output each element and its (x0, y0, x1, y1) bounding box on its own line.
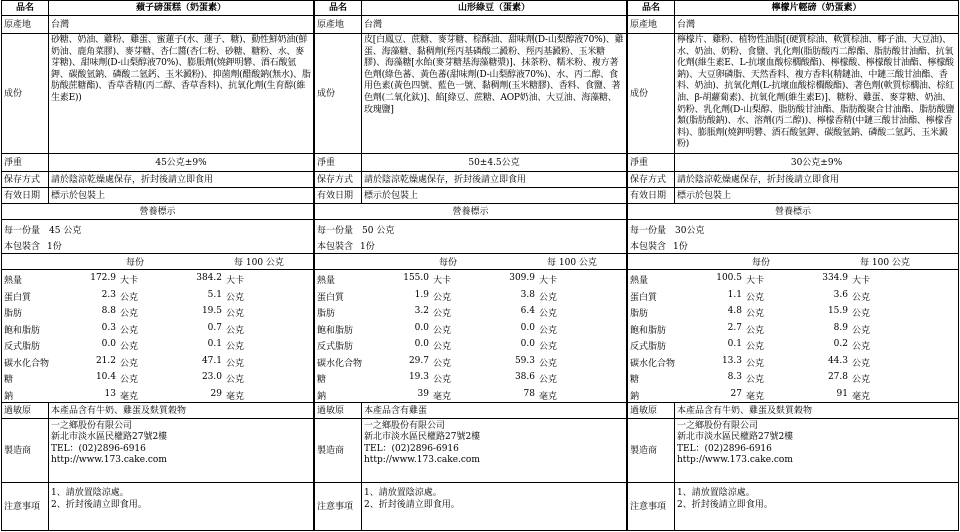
per-serving-header: 每份 (752, 258, 771, 268)
maker-address: 新北市淡水區民權路27號2樓 (364, 432, 481, 443)
serving-size-value: 50 公克 (362, 226, 395, 236)
per-serving-unit: 公克 (120, 325, 139, 336)
per-serving-unit: 毫克 (433, 391, 452, 402)
name-label: 品名 (2, 1, 49, 15)
nutrition-title: 營養標示 (452, 206, 489, 217)
maker-row (314, 419, 627, 483)
per-serving-unit: 公克 (746, 309, 765, 319)
ingredients-label: 成份 (628, 34, 675, 153)
nutrient-name: 脂肪 (317, 309, 336, 319)
per-100g-value: 0.1 (207, 339, 222, 349)
per-100g-header: 每 100 公克 (860, 258, 910, 268)
ingredients-label: 成份 (2, 34, 49, 153)
nutrition-title: 營養標示 (139, 206, 176, 217)
ingredients-row (314, 34, 627, 154)
nutrient-name: 糖 (4, 375, 14, 385)
product-label-panel (627, 0, 959, 531)
per-100g-header: 每 100 公克 (547, 258, 597, 268)
origin-label: 原產地 (628, 16, 675, 33)
per-serving-unit: 大卡 (433, 276, 452, 286)
nutrition-table (627, 220, 959, 403)
name-row (1, 0, 314, 16)
nutrient-row (2, 321, 313, 337)
per-serving-unit: 公克 (746, 342, 765, 352)
net-weight-row (314, 154, 627, 172)
nutrient-name: 反式脂肪 (630, 342, 667, 352)
per-100g-unit: 毫克 (226, 391, 245, 402)
per-serving-value: 0.1 (727, 339, 742, 349)
ingredients-label: 成份 (315, 34, 362, 153)
per-100g-unit: 公克 (539, 292, 558, 303)
origin-value: 台灣 (677, 19, 696, 30)
nutrient-name: 鈉 (630, 391, 640, 402)
ingredients-row (627, 34, 959, 154)
per-100g-unit: 公克 (852, 309, 871, 319)
origin-label: 原產地 (315, 16, 362, 33)
maker-website: http://www.173.cake.com (364, 455, 480, 466)
storage-label: 保存方式 (628, 172, 675, 187)
storage-value: 請於陰涼乾燥處保存，折封後請立即食用 (677, 174, 840, 185)
per-100g-value: 3.6 (833, 289, 848, 300)
storage-label: 保存方式 (315, 172, 362, 187)
product-name: 蘋子磅蛋糕（奶蛋素） (135, 3, 226, 13)
per-serving-value: 29.7 (408, 355, 429, 366)
per-100g-unit: 毫克 (539, 391, 558, 402)
origin-row (1, 16, 314, 34)
nutrient-row (315, 321, 626, 337)
note-item: 1、請放置陰涼處。 (364, 488, 442, 498)
allergen-row (627, 403, 959, 419)
nutrition-header-line (2, 253, 313, 269)
note-item: 2、折封後請立即食用。 (51, 499, 147, 510)
net-weight-row (1, 154, 314, 172)
product-name: 山形綠豆（蛋素） (457, 3, 530, 13)
nutrient-row (628, 387, 958, 403)
maker-name: 一之鄉股份有限公司 (677, 421, 759, 431)
net-weight-label: 淨重 (2, 154, 49, 171)
serving-size-value: 30公克 (675, 226, 705, 236)
per-serving-value: 13 (104, 388, 116, 399)
allergen-row (314, 403, 627, 419)
nutrient-row (2, 304, 313, 320)
origin-value: 台灣 (364, 19, 383, 30)
per-serving-value: 0.0 (414, 322, 429, 333)
expiry-row (314, 188, 627, 204)
per-serving-value: 8.3 (727, 372, 742, 382)
per-100g-value: 309.9 (509, 273, 535, 283)
notes-list (677, 488, 773, 511)
per-serving-value: 8.8 (101, 306, 116, 316)
nutrient-row (628, 337, 958, 353)
servings-value: 1份 (360, 242, 375, 252)
per-100g-unit: 公克 (539, 325, 558, 336)
serving-size-value: 45 公克 (49, 226, 82, 236)
per-100g-value: 5.1 (207, 289, 222, 300)
nutrient-name: 糖 (317, 375, 327, 385)
allergen-label: 過敏原 (2, 403, 49, 418)
net-weight-value: 30公克±9% (790, 157, 843, 168)
per-serving-value: 0.3 (101, 322, 116, 333)
per-serving-value: 19.3 (408, 372, 429, 382)
per-100g-value: 78 (523, 388, 535, 399)
notes-row (627, 483, 959, 531)
per-serving-unit: 大卡 (746, 276, 765, 286)
storage-value: 請於陰涼乾燥處保存，折封後請立即食用 (51, 174, 214, 185)
notes-row (314, 483, 627, 531)
per-100g-value: 29 (210, 388, 222, 399)
nutrient-name: 脂肪 (4, 309, 23, 319)
per-100g-unit: 公克 (226, 375, 245, 385)
servings-value: 1份 (673, 242, 688, 252)
nutrient-row (628, 354, 958, 370)
maker-label: 製造商 (2, 419, 49, 482)
expiry-value: 標示於包裝上 (364, 190, 419, 201)
note-item: 1、請放置陰涼處。 (51, 488, 129, 498)
nutrient-row (628, 321, 958, 337)
nutrient-row (628, 271, 958, 287)
per-100g-unit: 公克 (852, 342, 871, 352)
serving-size-label: 每一份量 (630, 226, 667, 236)
nutrient-row (2, 370, 313, 386)
maker-name: 一之鄉股份有限公司 (51, 421, 133, 431)
per-100g-unit: 公克 (226, 342, 245, 352)
nutrition-title-row (1, 204, 314, 220)
per-serving-unit: 公克 (120, 358, 139, 369)
per-serving-unit: 公克 (120, 375, 139, 385)
per-100g-unit: 大卡 (226, 276, 245, 286)
allergen-value: 本產品含有雞蛋 (364, 405, 428, 416)
net-weight-value: 45公克±9% (155, 157, 207, 168)
per-serving-value: 2.7 (727, 322, 742, 333)
maker-name: 一之鄉股份有限公司 (364, 421, 446, 431)
per-100g-value: 59.3 (514, 355, 535, 366)
storage-row (627, 172, 959, 188)
servings-line (2, 237, 313, 253)
nutrient-name: 反式脂肪 (4, 342, 41, 352)
note-item: 2、折封後請立即食用。 (364, 499, 460, 510)
name-label: 品名 (628, 1, 675, 15)
nutrient-row (628, 304, 958, 320)
per-serving-value: 172.9 (90, 273, 116, 283)
nutrient-name: 熱量 (4, 276, 23, 286)
product-label-panel (1, 0, 314, 531)
servings-line (628, 237, 958, 253)
notes-label: 注意事項 (628, 483, 675, 530)
maker-info (677, 421, 793, 467)
nutrient-name: 糖 (630, 375, 640, 385)
per-100g-unit: 公克 (852, 292, 871, 303)
per-100g-unit: 公克 (539, 342, 558, 352)
maker-row (1, 419, 314, 483)
per-100g-value: 0.0 (520, 339, 535, 349)
nutrient-name: 蛋白質 (4, 292, 32, 303)
maker-website: http://www.173.cake.com (51, 455, 167, 466)
per-100g-unit: 公克 (539, 375, 558, 385)
note-item: 1、請放置陰涼處。 (677, 488, 755, 498)
origin-row (314, 16, 627, 34)
maker-info (364, 421, 480, 467)
per-100g-unit: 公克 (226, 358, 245, 369)
per-100g-unit: 公克 (539, 309, 558, 319)
ingredients-value: 皮[白鳳豆、蔗糖、麥芽糖、棕酥油、甜味劑(D-山梨醇液70%)、雞蛋、海藻糖、黏稠劑(羥丙基磷酸二澱粉、羥丙基澱粉、玉米糖膠)、海藻糖[水飴(麥芽糖基海藻糖漿)]、抹茶粉、糯米粉、複方著色劑(綠色蕃、黃色蕃(甜味劑(D-山梨醇液70%)、水、丙二醇、食用色素(黃色四號、藍色一號、黏稠劑(玉米糖膠)、香料、食鹽、著色劑(二氧化鈦)]、餡[綠豆、蔗糖、AOP奶油、大豆油、海藻糖、玫瑰鹽] (364, 35, 624, 115)
per-100g-unit: 大卡 (539, 276, 558, 286)
notes-label: 注意事項 (2, 483, 49, 530)
nutrition-table (314, 220, 627, 403)
nutrient-name: 蛋白質 (317, 292, 345, 303)
expiry-value: 標示於包裝上 (677, 190, 732, 201)
per-serving-unit: 公克 (120, 309, 139, 319)
maker-label: 製造商 (315, 419, 362, 482)
maker-address: 新北市淡水區民權路27號2樓 (677, 432, 794, 443)
expiry-value: 標示於包裝上 (51, 190, 106, 201)
allergen-label: 過敏原 (628, 403, 675, 418)
origin-row (627, 16, 959, 34)
nutrient-name: 碳水化合物 (4, 358, 50, 369)
servings-label: 本包裝含 (4, 242, 41, 252)
per-100g-value: 47.1 (201, 355, 222, 366)
per-100g-value: 27.8 (827, 372, 848, 382)
nutrient-row (628, 288, 958, 304)
net-weight-row (627, 154, 959, 172)
nutrition-header-line (315, 253, 626, 269)
serving-size-line (315, 221, 626, 237)
ingredients-row (1, 34, 314, 154)
maker-phone: TEL：(02)2896-6916 (51, 443, 146, 454)
serving-size-label: 每一份量 (4, 226, 41, 236)
per-100g-value: 19.5 (201, 306, 222, 316)
per-100g-unit: 公克 (852, 325, 871, 336)
name-row (314, 0, 627, 16)
serving-size-label: 每一份量 (317, 226, 354, 236)
allergen-value: 本產品含有牛奶、雞蛋及麩質穀物 (51, 405, 187, 416)
nutrient-name: 鈉 (317, 391, 327, 402)
nutrient-row (315, 337, 626, 353)
nutrient-row (2, 354, 313, 370)
per-100g-value: 44.3 (827, 355, 848, 366)
per-serving-unit: 毫克 (120, 391, 139, 402)
product-label-panel (314, 0, 627, 531)
ingredients-value: 檸檬片、雞粉、植物性油脂[(硬質棕油、軟質棕油、椰子油、大豆油)、水、奶油、奶粉、食鹽、乳化劑(脂肪酸丙二醇酯、脂肪酸甘油酯、抗氧化劑(維生素E、L-抗壞血酸棕櫚酸酯)、檸檬酸、檸檬酸甘油酯、檸檬酸鈉)、大豆卵磷脂、天然香料、複方香料(精鏈油、中鏈三酸甘油酯、香料、奶油)、抗氧化劑(L-抗壞血酸棕櫚酸酯)、著色劑(軟質棕櫚油、棕紅油、β-胡蘿蔔素)、抗氧化劑(維生素E)]、糖粉、雞蛋、麥芽糖、奶油、奶粉、乳化劑(D-山梨醇、脂肪酸甘油酯、脂肪酸聚合甘油酯、脂肪酸鹽類(脂肪酸鈉)、水、溶劑(丙二醇))、檸檬香精(中鏈三酸甘油酯、檸檬香料)、膨脹劑(燒鉀明礬、酒石酸氫鉀、碳酸氫鈉、磷酸二氫鈣、玉米澱粉) (677, 35, 955, 150)
maker-label: 製造商 (628, 419, 675, 482)
nutrition-title-row (627, 204, 959, 220)
product-name: 檸檬片輕磅（奶蛋素） (771, 3, 862, 13)
per-100g-value: 23.0 (201, 372, 222, 382)
per-100g-unit: 公克 (226, 309, 245, 319)
per-100g-unit: 公克 (226, 292, 245, 303)
note-item: 2、折封後請立即食用。 (677, 499, 773, 510)
origin-label: 原產地 (2, 16, 49, 33)
per-100g-unit: 公克 (226, 325, 245, 336)
notes-list (364, 488, 460, 511)
net-weight-label: 淨重 (315, 154, 362, 171)
per-serving-unit: 公克 (433, 358, 452, 369)
nutrient-row (315, 354, 626, 370)
expiry-row (1, 188, 314, 204)
per-100g-value: 0.2 (833, 339, 848, 349)
per-100g-value: 334.9 (822, 273, 848, 283)
per-serving-value: 2.3 (101, 289, 116, 300)
nutrient-row (315, 370, 626, 386)
expiry-label: 有效日期 (315, 188, 362, 203)
servings-label: 本包裝含 (317, 242, 354, 252)
per-serving-header: 每份 (439, 258, 458, 268)
per-100g-value: 384.2 (196, 273, 222, 283)
per-serving-value: 0.0 (101, 339, 116, 349)
per-100g-value: 0.7 (207, 322, 222, 333)
ingredients-value: 砂糖、奶油、雞粉、雞蛋、蜜蓮子(水、蓮子、糖)、動性鮮奶油(鮮奶油、鹿角菜膠)、麥芽糖、杏仁醬(杏仁粉、砂糖、糖粉、水、麥芽糖)、甜味劑(D-山梨醇液70%)、膨脹劑(燒鉀明礬、酒石酸氫鉀、碳酸氫鈉、磷酸二氫鈣、玉米澱粉)、抑菌劑(醋酸鈉(無水)、脂肪酸蔗糖酯)、香草香精(丙二醇、香草香料)、抗氧化劑(生育醇(維生素E)) (51, 35, 311, 103)
per-100g-unit: 大卡 (852, 276, 871, 286)
notes-row (1, 483, 314, 531)
nutrient-name: 碳水化合物 (630, 358, 676, 369)
notes-list (51, 488, 147, 511)
per-100g-value: 38.6 (514, 372, 535, 382)
per-serving-unit: 公克 (433, 375, 452, 385)
nutrient-name: 鈉 (4, 391, 14, 402)
per-serving-unit: 公克 (746, 358, 765, 369)
storage-value: 請於陰涼乾燥處保存，折封後請立即食用 (364, 174, 527, 185)
per-serving-unit: 大卡 (120, 276, 139, 286)
storage-row (314, 172, 627, 188)
per-100g-unit: 公克 (852, 358, 871, 369)
per-serving-value: 4.8 (727, 306, 742, 316)
per-100g-unit: 公克 (539, 358, 558, 369)
nutrient-row (315, 288, 626, 304)
maker-website: http://www.173.cake.com (677, 455, 793, 466)
serving-size-line (2, 221, 313, 237)
maker-address: 新北市淡水區民權路27號2樓 (51, 432, 168, 443)
nutrient-name: 飽和脂肪 (317, 325, 354, 336)
per-serving-unit: 毫克 (746, 391, 765, 402)
per-serving-value: 1.1 (727, 289, 742, 300)
nutrient-row (2, 271, 313, 287)
nutrient-row (2, 337, 313, 353)
nutrient-name: 反式脂肪 (317, 342, 354, 352)
per-100g-value: 91 (836, 388, 848, 399)
maker-phone: TEL：(02)2896-6916 (364, 443, 459, 454)
per-100g-value: 3.8 (520, 289, 535, 300)
per-serving-unit: 公克 (433, 292, 452, 303)
nutrition-title: 營養標示 (774, 206, 811, 217)
servings-line (315, 237, 626, 253)
expiry-label: 有效日期 (628, 188, 675, 203)
per-100g-unit: 公克 (852, 375, 871, 385)
nutrient-name: 熱量 (630, 276, 649, 286)
name-row (627, 0, 959, 16)
nutrient-row (2, 387, 313, 403)
per-serving-value: 39 (417, 388, 429, 399)
per-serving-value: 1.9 (414, 289, 429, 300)
nutrition-title-row (314, 204, 627, 220)
nutrient-name: 飽和脂肪 (630, 325, 667, 336)
nutrient-row (628, 370, 958, 386)
per-100g-header: 每 100 公克 (234, 258, 284, 268)
per-serving-unit: 公克 (746, 375, 765, 385)
per-serving-value: 13.3 (721, 355, 742, 366)
maker-row (627, 419, 959, 483)
per-serving-value: 27 (730, 388, 742, 399)
expiry-row (627, 188, 959, 204)
nutrient-row (2, 288, 313, 304)
maker-info (51, 421, 167, 467)
servings-label: 本包裝含 (630, 242, 667, 252)
allergen-label: 過敏原 (315, 403, 362, 418)
name-label: 品名 (315, 1, 362, 15)
nutrient-name: 飽和脂肪 (4, 325, 41, 336)
allergen-value: 本產品含有牛奶、雞蛋及麩質穀物 (677, 405, 813, 416)
per-serving-header: 每份 (126, 258, 145, 268)
per-serving-unit: 公克 (746, 292, 765, 303)
nutrient-row (315, 271, 626, 287)
notes-label: 注意事項 (315, 483, 362, 530)
nutrition-table (1, 220, 314, 403)
maker-phone: TEL：(02)2896-6916 (677, 443, 772, 454)
per-serving-unit: 公克 (746, 325, 765, 336)
per-serving-unit: 公克 (120, 292, 139, 303)
per-serving-value: 3.2 (414, 306, 429, 316)
nutrient-name: 脂肪 (630, 309, 649, 319)
nutrient-row (315, 387, 626, 403)
nutrition-header-line (628, 253, 958, 269)
net-weight-label: 淨重 (628, 154, 675, 171)
per-100g-value: 0.0 (520, 322, 535, 333)
servings-value: 1份 (47, 242, 62, 252)
nutrient-name: 碳水化合物 (317, 358, 363, 369)
net-weight-value: 50±4.5公克 (468, 157, 520, 168)
storage-row (1, 172, 314, 188)
per-serving-unit: 公克 (433, 342, 452, 352)
per-serving-value: 10.4 (95, 372, 116, 382)
nutrient-name: 熱量 (317, 276, 336, 286)
per-100g-value: 15.9 (827, 306, 848, 316)
nutrient-name: 蛋白質 (630, 292, 658, 303)
origin-value: 台灣 (51, 19, 70, 30)
per-100g-unit: 毫克 (852, 391, 871, 402)
per-serving-value: 0.0 (414, 339, 429, 349)
nutrient-row (315, 304, 626, 320)
per-100g-value: 8.9 (833, 322, 848, 333)
serving-size-line (628, 221, 958, 237)
storage-label: 保存方式 (2, 172, 49, 187)
per-100g-value: 6.4 (520, 306, 535, 316)
per-serving-unit: 公克 (433, 309, 452, 319)
allergen-row (1, 403, 314, 419)
expiry-label: 有效日期 (2, 188, 49, 203)
per-serving-unit: 公克 (433, 325, 452, 336)
per-serving-value: 21.2 (95, 355, 116, 366)
per-serving-value: 100.5 (716, 273, 742, 283)
per-serving-value: 155.0 (403, 273, 429, 283)
per-serving-unit: 公克 (120, 342, 139, 352)
